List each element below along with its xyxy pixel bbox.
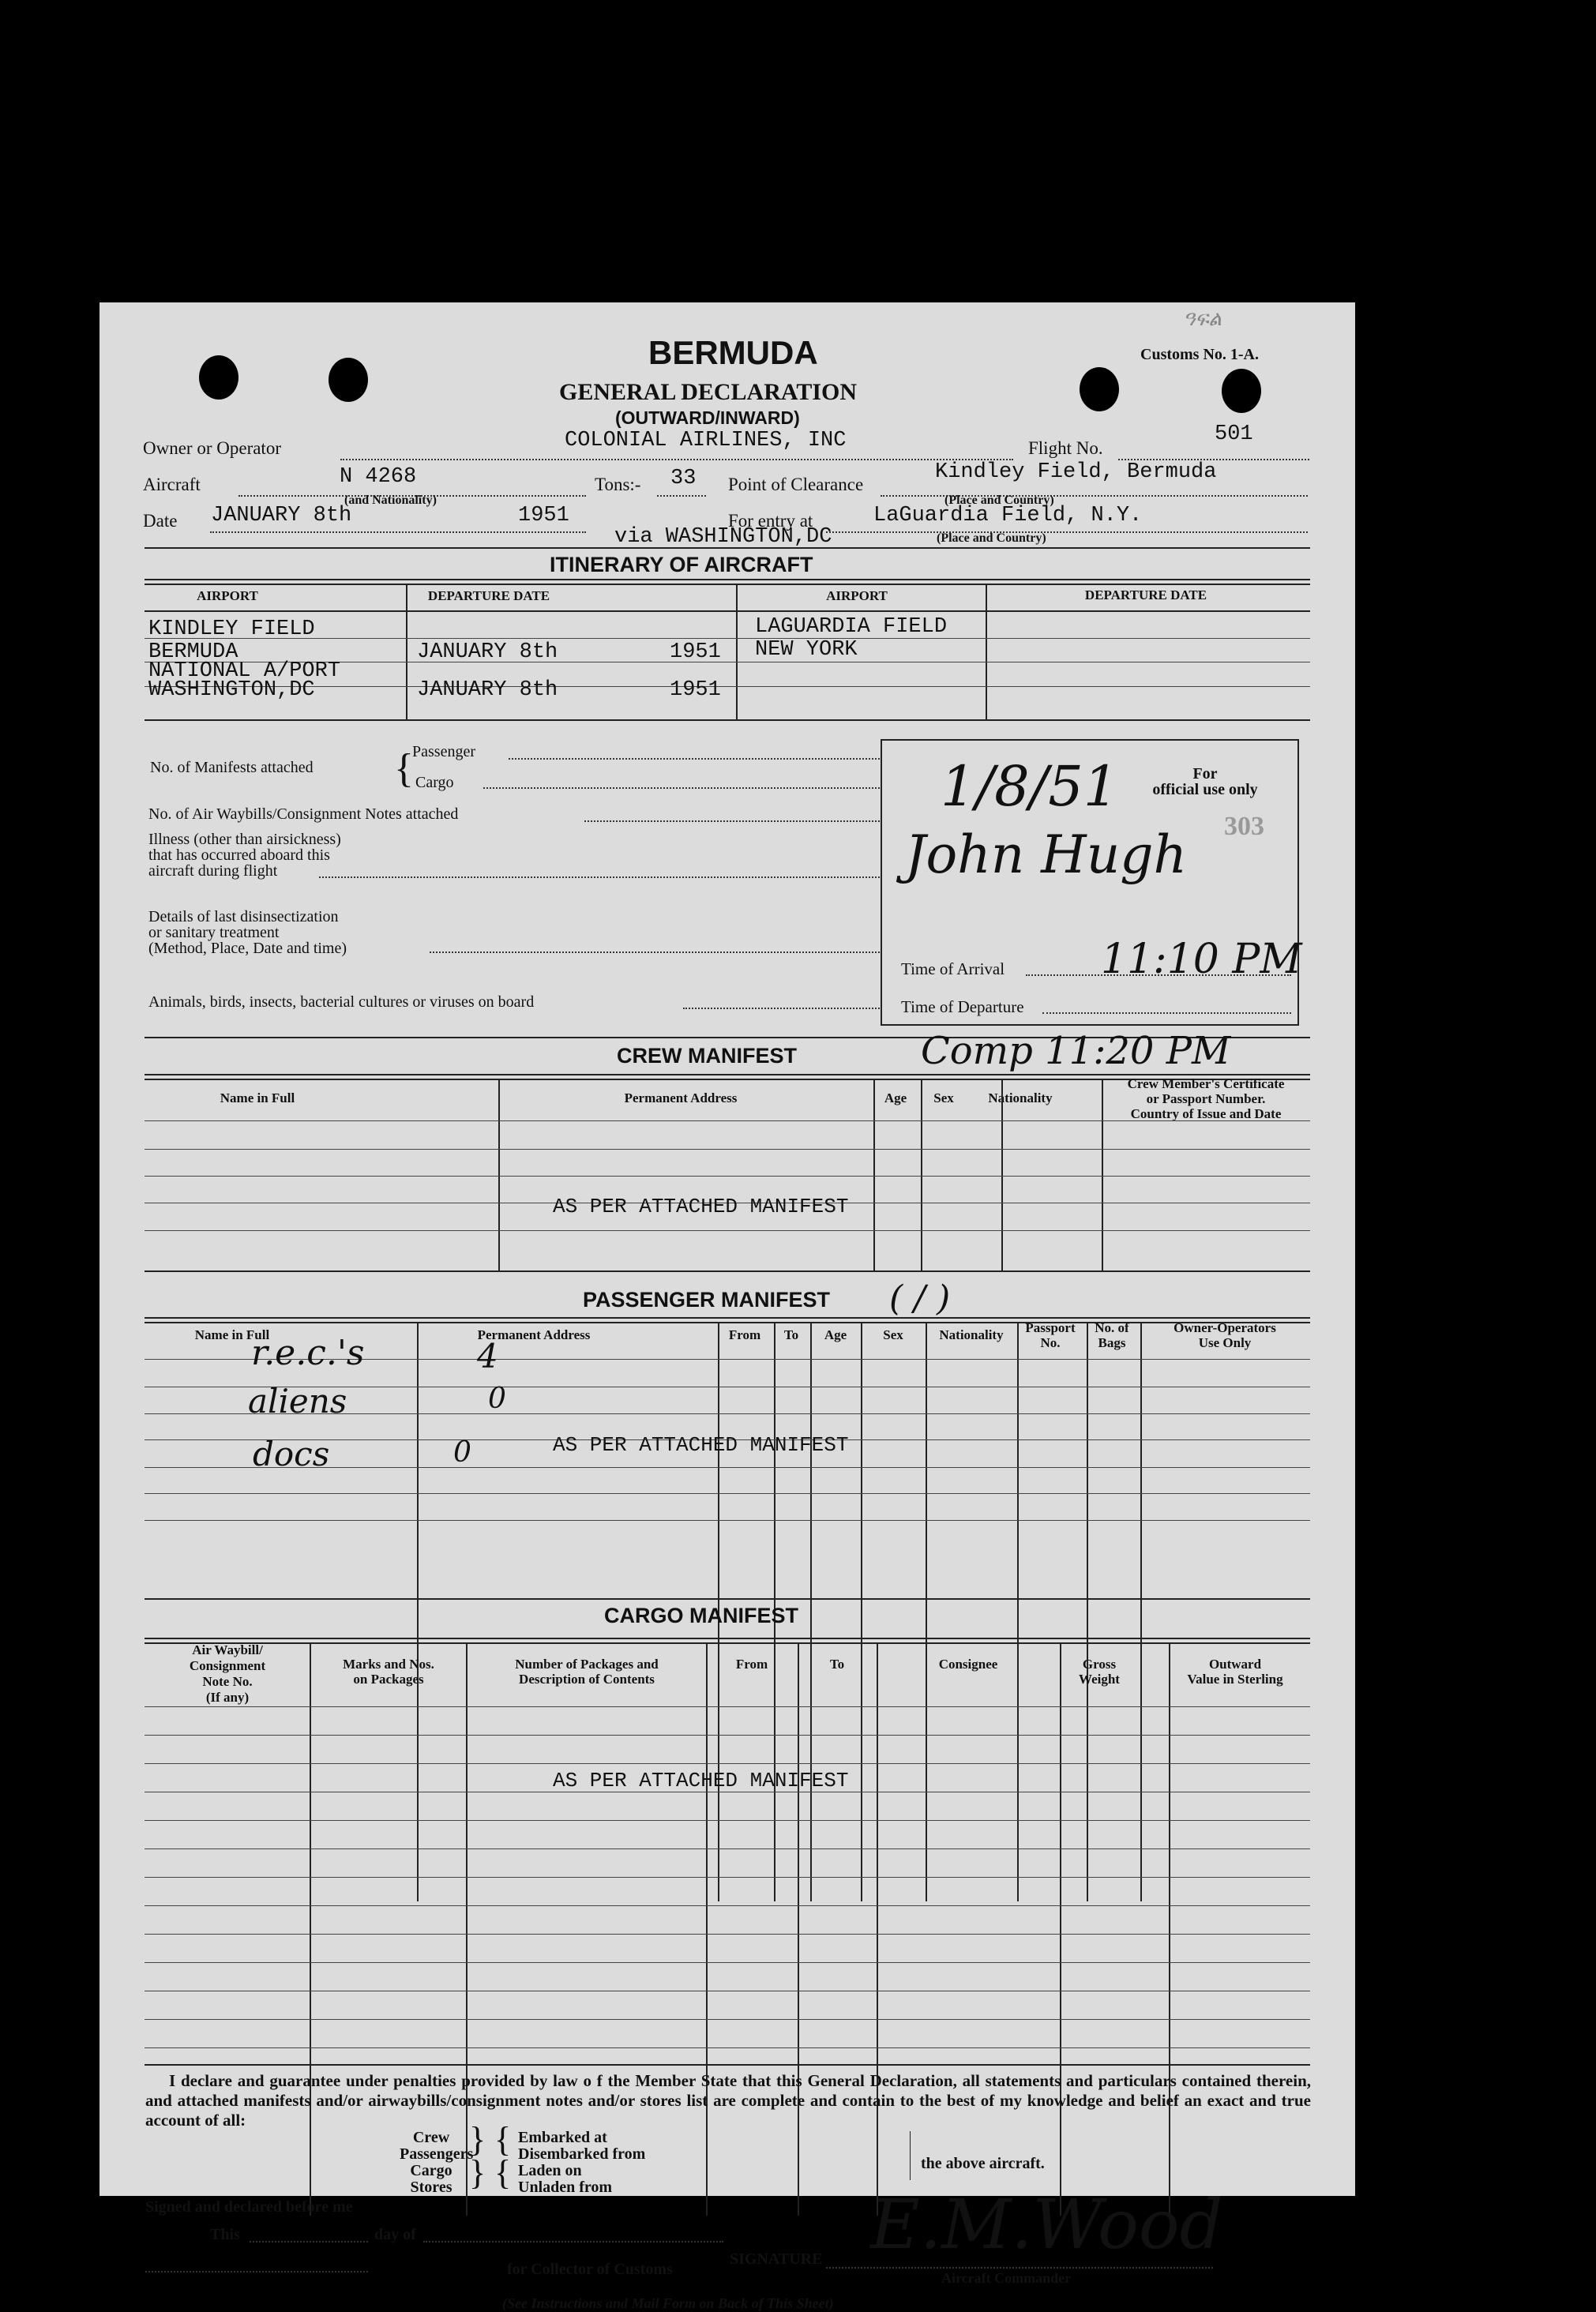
cargo-header-from: From <box>735 1657 768 1672</box>
this-label: This <box>210 2226 240 2243</box>
waybills-label: No. of Air Waybills/Consignment Notes attached <box>148 805 459 823</box>
clearance-note: (Place and Country) <box>944 494 1054 507</box>
punch-hole-2 <box>329 358 368 402</box>
decl-brace-4: { <box>494 2153 512 2192</box>
year-value: 1951 <box>518 504 569 527</box>
itin-row1-airport: KINDLEY FIELD BERMUDA <box>148 617 315 664</box>
pax-header-passport: Passport No. <box>1025 1320 1076 1350</box>
decl-aircraft-text: the above aircraft. <box>921 2155 1045 2172</box>
tons-label: Tons:- <box>595 475 641 494</box>
disinsect-label: Details of last disinsectization or sanitary treatment (Method, Place, Date and time) <box>148 908 347 957</box>
decl-brace-2: } <box>469 2153 486 2192</box>
arrival-label: Time of Arrival <box>901 959 1005 978</box>
date-label: Date <box>143 511 178 531</box>
customs-form-number: Customs No. 1-A. <box>1140 346 1259 363</box>
footer-note: (See Instructions and Mail Form on Back of This Sheet) <box>502 2295 834 2311</box>
decl-right-items <box>518 2130 645 2196</box>
day-label: day of <box>374 2226 416 2243</box>
clearance-label: Point of Clearance <box>728 475 864 494</box>
illness-label: Illness (other than airsickness) that has occurred aboard this aircraft during flight <box>148 831 341 880</box>
punch-hole-3 <box>1080 367 1119 411</box>
passenger-title: PASSENGER MANIFEST <box>583 1288 831 1312</box>
form-subtitle: GENERAL DECLARATION <box>559 379 858 405</box>
passenger-title-mark: ( / ) <box>889 1278 951 1319</box>
cargo-note: AS PER ATTACHED MANIFEST <box>553 1769 849 1792</box>
owner-value: COLONIAL AIRLINES, INC <box>565 429 847 452</box>
pax-header-name: Name in Full <box>194 1327 270 1342</box>
itin-header-date-1: DEPARTURE DATE <box>427 588 550 603</box>
manifests-brace: { <box>394 746 414 791</box>
margin-note: ዓፍል <box>1183 307 1222 331</box>
crew-header-nationality: Nationality <box>988 1090 1053 1105</box>
pax-entry-2-count: 0 <box>488 1383 506 1415</box>
pax-header-from: From <box>728 1327 761 1342</box>
pax-entry-1-count: 4 <box>477 1337 498 1376</box>
commander-label: Aircraft Commander <box>941 2270 1072 2286</box>
punch-hole-4 <box>1222 369 1261 413</box>
cargo-header-to: To <box>829 1657 845 1672</box>
crew-header-name: Name in Full <box>220 1090 295 1105</box>
signature-label: SIGNATURE <box>730 2250 823 2268</box>
cargo-header-weight: Gross Weight <box>1079 1657 1120 1687</box>
declaration-form <box>100 302 1355 2311</box>
pax-header-to: To <box>783 1327 799 1342</box>
crew-header-age: Age <box>884 1090 907 1105</box>
pax-header-nationality: Nationality <box>939 1327 1004 1342</box>
signed-label: Signed and declared before me <box>145 2198 353 2216</box>
decl-crew: Crew <box>412 2129 450 2146</box>
manifests-label: No. of Manifests attached <box>150 759 314 776</box>
decl-cargo: Cargo <box>410 2162 453 2179</box>
owner-label: Owner or Operator <box>143 438 281 458</box>
form-direction: (OUTWARD/INWARD) <box>615 407 800 428</box>
cargo-header-consignee: Consignee <box>938 1657 998 1672</box>
decl-passengers: Passengers <box>400 2145 474 2163</box>
departure-label: Time of Departure <box>901 997 1024 1016</box>
tons-value: 33 <box>670 467 697 490</box>
pax-header-bags: No. of Bags <box>1095 1320 1129 1350</box>
form-title: BERMUDA <box>648 334 818 371</box>
itin-row1-date: JANUARY 8th <box>417 640 558 664</box>
decl-left-items <box>400 2129 474 2196</box>
officer-signature: John Hugh <box>905 824 1188 885</box>
pax-header-owner-use: Owner-Operators Use Only <box>1174 1320 1276 1350</box>
punch-hole-1 <box>199 355 238 400</box>
date-value: JANUARY 8th <box>211 504 352 527</box>
declaration-text: I declare and guarantee under penalties provided by law o f the Member State that this General Declaration, all statements and particulars contained therein, and attached manifests and/or airwaybills/consignment notes and/or stores list are complete and contain to the best of my knowledge and belief an exact and true account of all: <box>145 2071 1311 2130</box>
clearance-value: Kindley Field, Bermuda <box>935 460 1217 484</box>
pax-header-age: Age <box>824 1327 847 1342</box>
entry-note: (Place and Country) <box>937 531 1046 545</box>
commander-signature: E.M.Wood <box>870 2186 1223 2265</box>
pax-entry-2-name: aliens <box>248 1382 347 1421</box>
cargo-header-value: Outward Value in Sterling <box>1187 1657 1283 1687</box>
itin-row1-airport2: LAGUARDIA FIELD NEW YORK <box>755 615 948 662</box>
crew-note: AS PER ATTACHED MANIFEST <box>553 1195 849 1218</box>
aircraft-label: Aircraft <box>143 475 201 494</box>
passenger-note: AS PER ATTACHED MANIFEST <box>553 1433 849 1457</box>
official-stamp-number: 303 <box>1224 812 1264 841</box>
entry-label: For entry at <box>728 511 813 531</box>
itin-row1-year: 1951 <box>670 640 721 664</box>
pax-header-address: Permanent Address <box>477 1327 591 1342</box>
via-value: via WASHINGTON,DC <box>614 525 832 549</box>
cargo-header-waybill: Air Waybill/ Consignment Note No. (If any) <box>189 1642 266 1705</box>
pax-header-sex: Sex <box>883 1327 903 1342</box>
passenger-label: Passenger <box>412 743 475 760</box>
itinerary-title: ITINERARY OF AIRCRAFT <box>550 553 813 576</box>
departure-comp-note: Comp 11:20 PM <box>921 1029 1231 1073</box>
decl-brace-3: { <box>494 2120 512 2159</box>
pax-entry-3-name: docs <box>253 1435 330 1473</box>
aircraft-value: N 4268 <box>340 465 417 489</box>
decl-unladen: Unladen from <box>518 2179 613 2196</box>
itin-header-airport-1: AIRPORT <box>197 588 258 603</box>
itin-row2-airport: NATIONAL A/PORT WASHINGTON,DC <box>148 659 341 702</box>
crew-header-certificate: Crew Member's Certificate or Passport Number. Country of Issue and Date <box>1127 1076 1285 1121</box>
flight-label: Flight No. <box>1028 438 1103 458</box>
crew-header-sex: Sex <box>933 1090 954 1105</box>
itin-header-airport-2: AIRPORT <box>826 588 888 603</box>
aircraft-note: (and Nationality) <box>344 494 437 507</box>
decl-embarked: Embarked at <box>518 2129 607 2146</box>
decl-brace-1: } <box>469 2120 486 2159</box>
cargo-label: Cargo <box>415 774 454 791</box>
decl-stores: Stores <box>410 2179 453 2196</box>
cargo-header-packages: Number of Packages and Description of Contents <box>515 1657 659 1687</box>
crew-title: CREW MANIFEST <box>617 1044 797 1068</box>
itin-header-date-2: DEPARTURE DATE <box>1084 587 1207 602</box>
flight-value: 501 <box>1215 422 1253 446</box>
decl-laden: Laden on <box>518 2162 582 2179</box>
collector-label: for Collector of Customs <box>507 2261 673 2278</box>
arrival-value: 11:10 PM <box>1101 936 1302 983</box>
itin-row2-date: JANUARY 8th <box>417 678 558 702</box>
cargo-header-marks: Marks and Nos. on Packages <box>343 1657 434 1687</box>
pax-entry-3-count: 0 <box>453 1436 471 1469</box>
entry-value: LaGuardia Field, N.Y. <box>873 504 1143 527</box>
decl-disembarked: Disembarked from <box>518 2145 646 2163</box>
animals-label: Animals, birds, insects, bacterial cultures or viruses on board <box>148 993 535 1011</box>
pax-entry-1-name: r.e.c.'s <box>251 1333 365 1373</box>
cargo-title: CARGO MANIFEST <box>604 1604 798 1627</box>
official-date-hand: 1/8/51 <box>941 754 1119 819</box>
crew-header-address: Permanent Address <box>624 1090 738 1105</box>
official-use-label: For official use only <box>1152 765 1258 798</box>
itin-row2-year: 1951 <box>670 678 721 702</box>
